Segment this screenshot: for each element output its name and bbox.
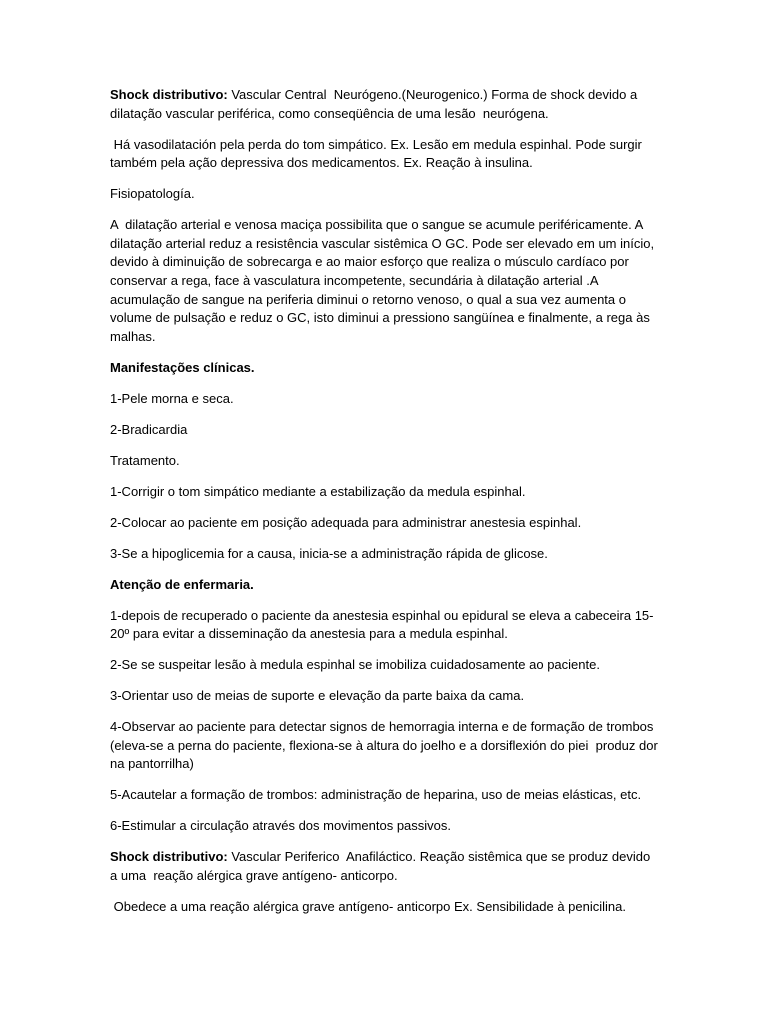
paragraph-pathophysiology bbox=[110, 216, 658, 346]
section-label: Shock distributivo: bbox=[110, 849, 228, 865]
paragraph-nursing-heading bbox=[110, 576, 658, 595]
list-item bbox=[110, 483, 658, 502]
paragraph-vasodilation bbox=[110, 136, 658, 173]
paragraph-text: Vascular Periferico Anafiláctico. Reação sistêmica que se produz devido a uma reação alérgica grave antígeno- anticorpo. bbox=[110, 849, 654, 883]
list-item-text: 4-Observar ao paciente para detectar signos de hemorragia interna e de formação de trombos (eleva-se a perna do paciente, flexiona-se à altura do joelho e a dorsiflexión do piei produz dor na pantorrilha) bbox=[110, 719, 662, 772]
list-item-text: 1-Pele morna e seca. bbox=[110, 390, 234, 406]
list-item-text: 2-Se se suspeitar lesão à medula espinhal se imobiliza cuidadosamente ao paciente. bbox=[110, 657, 600, 673]
section-label: Shock distributivo: bbox=[110, 87, 228, 102]
list-item bbox=[110, 545, 658, 564]
section-heading: Manifestações clínicas. bbox=[110, 359, 255, 375]
list-item bbox=[110, 607, 658, 644]
paragraph-shock-anaphylactic bbox=[110, 848, 658, 885]
list-item bbox=[110, 656, 658, 675]
section-heading: Tratamento. bbox=[110, 452, 180, 468]
list-item bbox=[110, 687, 658, 706]
paragraph-treatment-heading bbox=[110, 452, 658, 471]
paragraph-text: Há vasodilatación pela perda do tom simpático. Ex. Lesão em medula espinhal. Pode surgir também pela ação depressiva dos medicamentos. Ex. Reação à insulina. bbox=[110, 136, 646, 171]
list-item-text: 3-Se a hipoglicemia for a causa, inicia-se a administração rápida de glicose. bbox=[110, 545, 548, 561]
section-heading: Atenção de enfermaria. bbox=[110, 576, 254, 592]
paragraph-manifestations-heading bbox=[110, 359, 658, 378]
paragraph-text: A dilatação arterial e venosa maciça possibilita que o sangue se acumule periféricamente. A dilatação arterial reduz a resistência vascular sistêmica O GC. Pode ser elevado em um início, devido à diminuição de sobrecarga e ao maior esforço que realiza o músculo cardíaco por conservar a rega, face à vasculatura incompetente, secundária à dilatação arterial .A acumulação de sangue na periferia diminui o retorno venoso, o qual a sua vez aumenta o volume de pulsação e reduz o GC, isto diminui a pressiono sangüínea e finalmente, a rega às malhas. bbox=[110, 217, 658, 344]
document-body bbox=[110, 86, 662, 929]
paragraph-fisiopatologia bbox=[110, 185, 658, 204]
list-item bbox=[110, 786, 658, 805]
list-item-text: 3-Orientar uso de meias de suporte e elevação da parte baixa da cama. bbox=[110, 688, 525, 704]
paragraph-allergic-reaction bbox=[110, 898, 658, 917]
list-item bbox=[110, 390, 658, 409]
list-item bbox=[110, 718, 662, 774]
paragraph-text: Vascular Central Neurógeno.(Neurogenico.) Forma de shock devido a dilatação vascular periférica, como conseqüência de uma lesão neurógena. bbox=[110, 87, 641, 121]
paragraph-text: Obedece a uma reação alérgica grave antígeno- anticorpo Ex. Sensibilidade à penicilina. bbox=[110, 898, 627, 914]
section-heading: Fisiopatología. bbox=[110, 186, 195, 202]
list-item-text: 5-Acautelar a formação de trombos: administração de heparina, uso de meias elásticas, etc. bbox=[110, 787, 642, 803]
list-item-text: 2-Colocar ao paciente em posição adequada para administrar anestesia espinhal. bbox=[110, 514, 582, 530]
list-item-text: 6-Estimular a circulação através dos movimentos passivos. bbox=[110, 818, 452, 834]
paragraph-shock-neurogenic bbox=[110, 86, 658, 123]
list-item bbox=[110, 514, 658, 533]
list-item bbox=[110, 421, 658, 440]
list-item bbox=[110, 817, 658, 836]
list-item-text: 2-Bradicardia bbox=[110, 421, 188, 437]
list-item-text: 1-depois de recuperado o paciente da anestesia espinhal ou epidural se eleva a cabeceira 15-20º para evitar a disseminação da anestesia para a medula espinhal. bbox=[110, 607, 654, 642]
list-item-text: 1-Corrigir o tom simpático mediante a estabilização da medula espinhal. bbox=[110, 483, 526, 499]
